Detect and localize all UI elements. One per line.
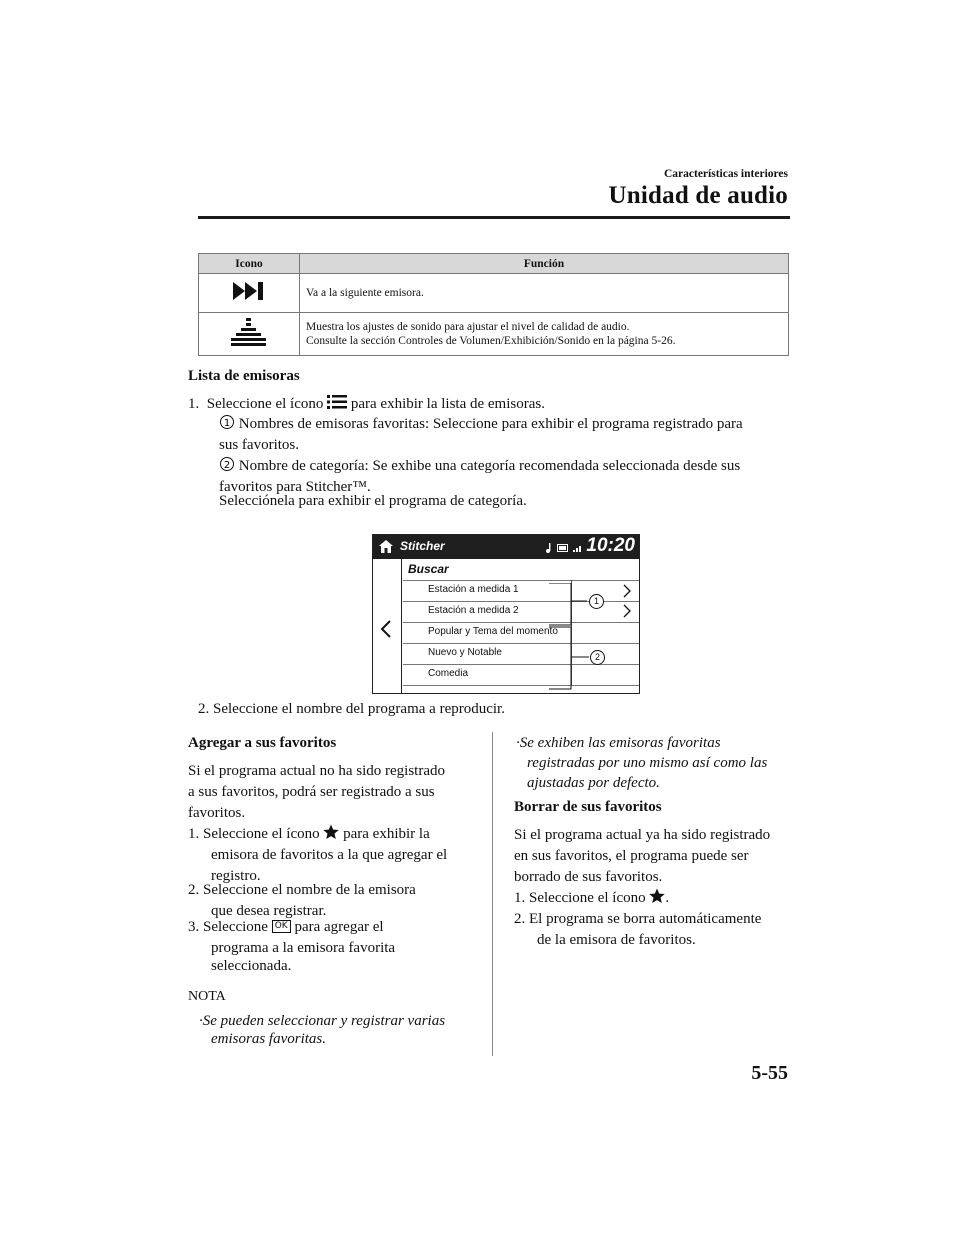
remove-favorites-heading: Borrar de sus favoritos <box>514 799 662 815</box>
callout-2: 2 <box>590 650 605 665</box>
sound-settings-icon <box>229 316 269 348</box>
search-label[interactable]: Buscar <box>408 562 449 576</box>
bullet: · <box>199 1013 203 1029</box>
screen-header <box>373 535 639 559</box>
icon-function-table <box>198 253 789 356</box>
back-arrow-icon[interactable] <box>379 619 393 639</box>
function-text: Va a la siguiente emisora. <box>300 274 789 313</box>
step-text: programa a la emisora favorita <box>211 940 396 956</box>
table-row <box>199 274 789 313</box>
star-icon <box>649 888 665 904</box>
battery-icon <box>557 544 569 552</box>
list-item[interactable] <box>403 580 639 601</box>
step-text: 1. Seleccione el ícono <box>188 826 320 842</box>
page-title: Unidad de audio <box>608 182 788 209</box>
star-icon <box>323 824 339 840</box>
step-text: para exhibir la lista de emisoras. <box>350 396 545 412</box>
col-icon-header: Icono <box>199 254 300 274</box>
chevron-right-icon[interactable] <box>623 584 631 598</box>
paragraph-line: Si el programa actual no ha sido registrado <box>188 763 446 779</box>
note-text: emisoras favoritas. <box>211 1031 327 1047</box>
note-text: Nombres de emisoras favoritas: Seleccione para exhibir el programa registrado para <box>238 416 743 432</box>
function-text <box>300 313 789 356</box>
svg-text:2: 2 <box>223 460 231 471</box>
circled-number-icon <box>219 456 235 472</box>
step-text: 1. Seleccione el ícono <box>514 890 646 906</box>
step-text: seleccionada. <box>211 958 292 974</box>
step-text: para agregar el <box>294 919 384 935</box>
skip-forward-icon <box>231 280 267 302</box>
chevron-right-icon[interactable] <box>623 604 631 618</box>
paragraph-line: borrado de sus favoritos. <box>514 869 663 885</box>
step-text: emisora de favoritos a la que agregar el <box>211 847 448 863</box>
music-note-icon <box>545 543 553 553</box>
col-function-header: Función <box>300 254 789 274</box>
stitcher-screen <box>372 534 640 694</box>
step-text: 3. Seleccione <box>188 919 268 935</box>
svg-text:1: 1 <box>223 418 231 429</box>
step-text: de la emisora de favoritos. <box>537 932 696 948</box>
clock: 10:20 <box>586 535 635 556</box>
paragraph-line: Si el programa actual ya ha sido registrado <box>514 827 771 843</box>
list-bottom-rule <box>403 685 639 694</box>
circled-number-icon <box>219 414 235 430</box>
ok-button: OK <box>272 920 291 933</box>
step-1 <box>188 394 545 415</box>
note-2-cont: favoritos para Stitcher™. <box>219 479 371 495</box>
note-bullet <box>516 733 721 754</box>
list-item[interactable] <box>403 664 639 685</box>
list-item-label: Popular y Tema del momento <box>428 626 558 637</box>
add-step-3 <box>188 917 384 938</box>
nota-label: NOTA <box>188 989 226 1004</box>
note-text: Se pueden seleccionar y registrar varias <box>202 1013 446 1029</box>
note-1-cont: sus favoritos. <box>219 437 299 453</box>
step-text: Seleccione el ícono <box>206 396 324 412</box>
paragraph-line: en sus favoritos, el programa puede ser <box>514 848 749 864</box>
paragraph-line: a sus favoritos, podrá ser registrado a sus <box>188 784 435 800</box>
note-text: Nombre de categoría: Se exhibe una categoría recomendada seleccionada desde sus <box>238 458 741 474</box>
callout-1: 1 <box>589 594 604 609</box>
column-divider <box>492 732 493 1056</box>
signal-icon <box>573 544 583 552</box>
section-subtitle: Características interiores <box>663 168 788 180</box>
add-step-2: 2. Seleccione el nombre de la emisora <box>188 882 416 898</box>
station-list-heading: Lista de emisoras <box>188 368 300 384</box>
list-icon <box>327 394 347 410</box>
note-2-cont2: Selecciónela para exhibir el programa de categoría. <box>219 493 527 509</box>
list-item[interactable] <box>403 601 639 622</box>
list-item-label: Nuevo y Notable <box>428 647 502 658</box>
add-favorites-heading: Agregar a sus favoritos <box>188 735 337 751</box>
step-2: 2. Seleccione el nombre del programa a reproducir. <box>198 701 505 717</box>
paragraph-line: favoritos. <box>188 805 246 821</box>
app-name: Stitcher <box>400 539 445 553</box>
function-text-line: Consulte la sección Controles de Volumen/Exhibición/Sonido en la página 5-26. <box>306 335 676 347</box>
step-text: . <box>665 890 670 906</box>
step-text: para exhibir la <box>343 826 430 842</box>
note-2 <box>219 456 740 477</box>
function-text-line: Muestra los ajustes de sonido para ajustar el nivel de calidad de audio. <box>306 321 630 333</box>
note-text: ajustadas por defecto. <box>527 775 660 791</box>
bullet: · <box>516 735 520 751</box>
list-item-label: Comedia <box>428 668 469 679</box>
step-text: que desea registrar. <box>211 903 327 919</box>
remove-step-1 <box>514 888 669 909</box>
back-area[interactable] <box>373 559 402 693</box>
step-number: 1. <box>188 396 200 412</box>
table-row <box>199 313 789 356</box>
step-text: registro. <box>211 868 261 884</box>
list-item-label: Estación a medida 2 <box>428 605 519 616</box>
page-number: 5-55 <box>751 1062 788 1084</box>
add-step-1 <box>188 824 430 845</box>
list-item-label: Estación a medida 1 <box>428 584 519 595</box>
home-icon <box>379 540 393 553</box>
remove-step-2: 2. El programa se borra automáticamente <box>514 911 762 927</box>
note-1 <box>219 414 743 435</box>
header-rule <box>198 216 790 219</box>
note-text: registradas por uno mismo así como las <box>527 755 768 771</box>
list-item[interactable] <box>403 622 639 643</box>
note-text: Se exhiben las emisoras favoritas <box>519 735 721 751</box>
